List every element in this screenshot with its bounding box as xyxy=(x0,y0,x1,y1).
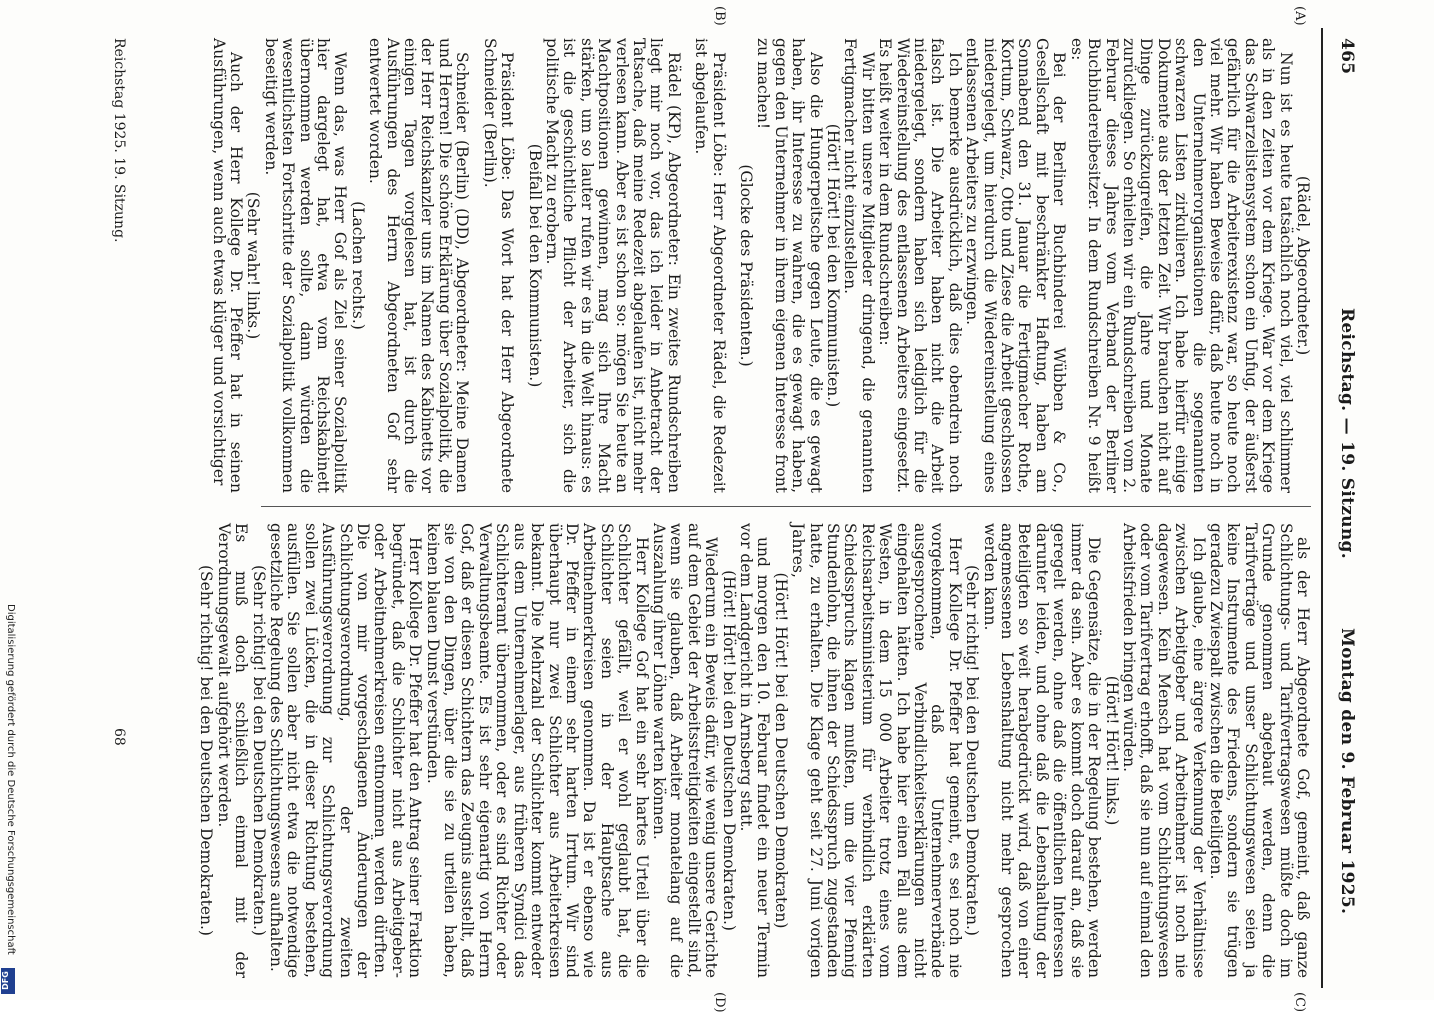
dfg-logo xyxy=(1,968,15,994)
paragraph: Wiederum ein Beweis dafür, wie wenig unsere Gerichte auf dem Gebiet der Arbeitsstreitigkeiten eingestellt sind, wenn sie glauben, daß Arbeiter monatelang auf die Auszahlung ihrer Löhne warten können. xyxy=(649,523,721,978)
rotated-page xyxy=(67,6,1367,1013)
margin-mark-a: (A) xyxy=(1292,6,1307,26)
paragraph: Auch der Herr Kollege Dr. Pfeffer hat in seinen Ausführungen, wenn auch etwas klüger und vorsichtiger xyxy=(209,38,246,493)
left-text-column xyxy=(209,38,1311,493)
paragraph: Also die Hungerpeitsche gegen Leute, die es gewagt haben, ihr Interesse zu wahren, die es gewagt haben, gegen den Unternehmer in ihrem eigenen Interesse front zu machen! xyxy=(754,38,825,493)
paragraph: (Rädel, Abgeordneter.) xyxy=(1294,175,1312,356)
right-text-column xyxy=(197,523,1311,978)
paragraph: (Sehr richtig! bei den Deutschen Demokraten.) xyxy=(963,565,982,936)
credit-text: Digitalisierung gefördert durch die Deutsche Forschungsgemeinschaft xyxy=(5,604,16,955)
paragraph: Es muß doch schließlich einmal mit der Verordnungsgewalt aufgehört werden. xyxy=(214,523,251,978)
paragraph: Bei der Berliner Buchbinderei Wübben & Co., Gesellschaft mit beschränkter Haftung, haben am Sonnabend den 31. Januar die Fertigmacher Rothe, Kortum, Schwarz, Otto und Ziese die Arbeit geschlossen niedergelegt, um hierdurch die Wiedereinstellung eines entlassenen Arbeiters zu erzwingen. xyxy=(963,38,1069,493)
paragraph: Wenn das, was Herr Gof als Ziel seiner Sozialpolitik hier dargelegt hat, etwa vom Reichskabinett übernommen werden sollte, dann würden die wesentlichsten Fortschritte der Sozialpolitik vollkommen beseitigt werden. xyxy=(261,38,350,493)
paragraph: (Sehr richtig! bei den Deutschen Demokraten.) xyxy=(197,565,216,936)
paragraph: (Sehr wahr! links.) xyxy=(244,191,263,340)
paragraph: Präsident Löbe: Das Wort hat der Herr Abgeordnete Schneider (Berlin). xyxy=(480,38,517,493)
paragraph: (Lachen rechts.) xyxy=(348,201,367,330)
paragraph: (Beifall bei den Kommunisten.) xyxy=(525,143,544,388)
paragraph: Nun ist es heute tatsächlich noch viel, viel schlimmer als in den Zeiten vor dem Kriege. War vor dem Kriege das Schwarzelistensystem schon ein Unfug, der äußerst gefährlich für die Arbeiterexistenz war, so heute noch viel mehr. Wir haben Beweise dafür, daß heute noch in den Unternehmerorganisationen die sogenannten schwarzen Listen zirkulieren. Ich habe hierfür einige Dokumente aus der letzten Zeit. Wir brauchen nicht auf Dinge zurückzugreifen, die Jahre und Monate zurückliegen. So erhielten wir ein Rundschreiben vom 2. Februar dieses Jahres vom Verband der Berliner Buchbindereibesitzer. In dem Rundschreiben Nr. 9 heißt es: xyxy=(1067,38,1295,493)
paragraph: Die Gegensätze, die in der Regelung bestehen, werden immer da sein. Aber es kommt doch darauf an, daß sie geregelt werden, ohne daß die öffentlichen Interessen darunter leiden, und ohne daß die Lebenshaltung der Beteiligten so weit herabgedrückt wird, daß von einer angemessenen Lebenshaltung nicht mehr gesprochen werden kann. xyxy=(980,523,1104,978)
margin-mark-d: (D) xyxy=(712,992,727,1013)
column-divider xyxy=(261,506,1311,507)
paragraph: als der Herr Abgeordnete Gof, gemeint, daß ganze Schlichtungs- und Tarifvertragswesen müßte doch im Grunde genommen abgebaut werden, denn die Tarifverträge und unser Schlichtungswesen seien ja keine Instrumente des Friedens, sondern sie trügen geradezu Zwiespalt zwischen die Beteiligten. xyxy=(1206,523,1312,978)
header-rule xyxy=(1321,28,1323,988)
paragraph: (Hört! Hört! links.) xyxy=(1102,675,1121,826)
paragraph: Ich bemerke ausdrücklich, daß dies obendrein noch falsch ist. Die Arbeiter haben nicht die Arbeit niedergelegt, sondern haben sich lediglich für die Wiedereinstellung des entlassenen Arbeiters eingesetzt. Es heißt weiter in dem Rundschreiben: xyxy=(876,38,964,493)
paragraph: (Glocke des Präsidenten.) xyxy=(737,164,755,367)
paragraph: Herr Kollege Dr. Pfeffer hat gemeint, es sei noch nie vorgekommen, daß Unternehmerverbände ausgesprochene Verbindlichkeitserklärungen nicht eingehalten hätten. Ich habe hier einen Fall aus dem Westen, in dem 15 000 Arbeiter trotz eines vom Reichsarbeitsministerium für verbindlich erklärten Schiedsspruchs klagen mußten, um die vier Pfennig Stundenlohn, die ihnen der Schiedsspruch zugestanden hatte, zu erhalten. Die Klage geht seit 27. Juni vorigen Jahres, xyxy=(789,523,964,978)
sheet-number: 68 xyxy=(111,728,127,746)
paragraph: (Sehr richtig! bei den Deutschen Demokraten.) xyxy=(249,565,268,936)
margin-mark-c: (C) xyxy=(1292,992,1307,1013)
page-number: 465 xyxy=(1337,38,1357,75)
paragraph: Rädel (KP), Abgeordneter: Ein zweites Rundschreiben liegt mir noch vor, das ich leider in Anbetracht der Tatsache, daß meine Redezeit abgelaufen ist, nicht mehr verlesen kann. Aber es ist schon so: mögen Sie heute an Machtpositionen gewinnen, mag sich Ihre Macht stärken, um so lauter rufen wir es in die Welt hinaus: es ist die geschichtliche Pflicht der Arbeiter, sich die politische Macht zu erobern. xyxy=(542,38,683,493)
paragraph: Wir bitten unsere Mitglieder dringend, die genannten Fertigmacher nicht einzustellen. xyxy=(841,38,877,493)
digitization-credit xyxy=(2,604,16,964)
session-date: Montag den 9. Februar 1925. xyxy=(1337,628,1357,915)
paragraph: Schneider (Berlin) (DD), Abgeordneter: Meine Damen und Herren! Die schöne Erklärung über Sozialpolitik, die der Herr Reichskanzler uns im Namen des Kabinetts vor einigen Tagen vorgelesen hat, ist durch die Ausführungen des Herrn Abgeordneten Gof sehr entwertet worden. xyxy=(366,38,472,493)
paragraph: (Hört! Hört! bei den Deutschen Demokraten.) xyxy=(719,570,738,931)
paragraph: Präsident Löbe: Herr Abgeordneter Rädel, die Redezeit ist abgelaufen. xyxy=(692,38,728,493)
session-footer: Reichstag 1925. 19. Sitzung. xyxy=(111,38,127,243)
paragraph: Herr Kollege Dr. Pfeffer hat den Antrag seiner Fraktion begründet, daß die Schlichter nicht aus Arbeitgeber- oder Arbeitnehmerkreisen entnommen werden dürften. Die von mir vorgeschlagenen Änderungen der Schlichtungsverordnung, der zweiten Ausführungsverordnung zur Schlichtungsverordnung sollen zwei Lücken, die in dieser Richtung bestehen, ausfüllen. Sie sollen aber nicht etwa die notwendige gesetzliche Regelung des Schlichtungswesens aufhalten. xyxy=(267,523,425,978)
margin-mark-b: (B) xyxy=(712,6,727,26)
dfg-logo-text: DFG xyxy=(0,971,10,990)
session-title: Reichstag. — 19. Sitzung. xyxy=(1337,308,1357,559)
paragraph: (Hört! Hört! bei den Kommunisten.) xyxy=(824,123,843,408)
paragraph: Herr Kollege Gof hat ein sehr hartes Urteil über die Schlichter gefällt, weil er wohl geglaubt hat, die Schlichter seien in der Hauptsache aus Arbeitnehmerkreisen genommen. Da ist er ebenso wie Dr. Pfeffer in einem sehr harten Irrtum. Wir sind überhaupt nur zwei Schlichter aus Arbeiterkreisen bekannt. Die Mehrzahl der Schlichter kommt entweder aus dem Unternehmerlager, aus früheren Syndici das Schlichteramt übernommen, oder es sind Richter oder Verwaltungsbeamte. Es ist sehr eigenartig von Herrn Gof, daß er diesen Schichtern das Zeugnis ausstellt, daß sie von den Dingen, über die sie zu urteilen haben, keinen blauen Dunst verstünden. xyxy=(423,523,651,978)
paragraph: (Hört! Hört! bei den Deutschen Demokraten) xyxy=(771,572,790,929)
paragraph: Ich glaube, eine ärgere Verkennung der Verhältnisse zwischen Arbeitgeber und Arbeitnehmer ist noch nie dagewesen. Kein Mensch hat vom Schlichtungswesen oder vom Tarifvertrag erhofft, daß sie nun auf einmal den Arbeitsfrieden bringen würden. xyxy=(1119,523,1208,978)
paragraph: und morgen den 10. Februar findet ein neuer Termin vor dem Landgericht in Arnsberg statt. xyxy=(737,523,773,978)
